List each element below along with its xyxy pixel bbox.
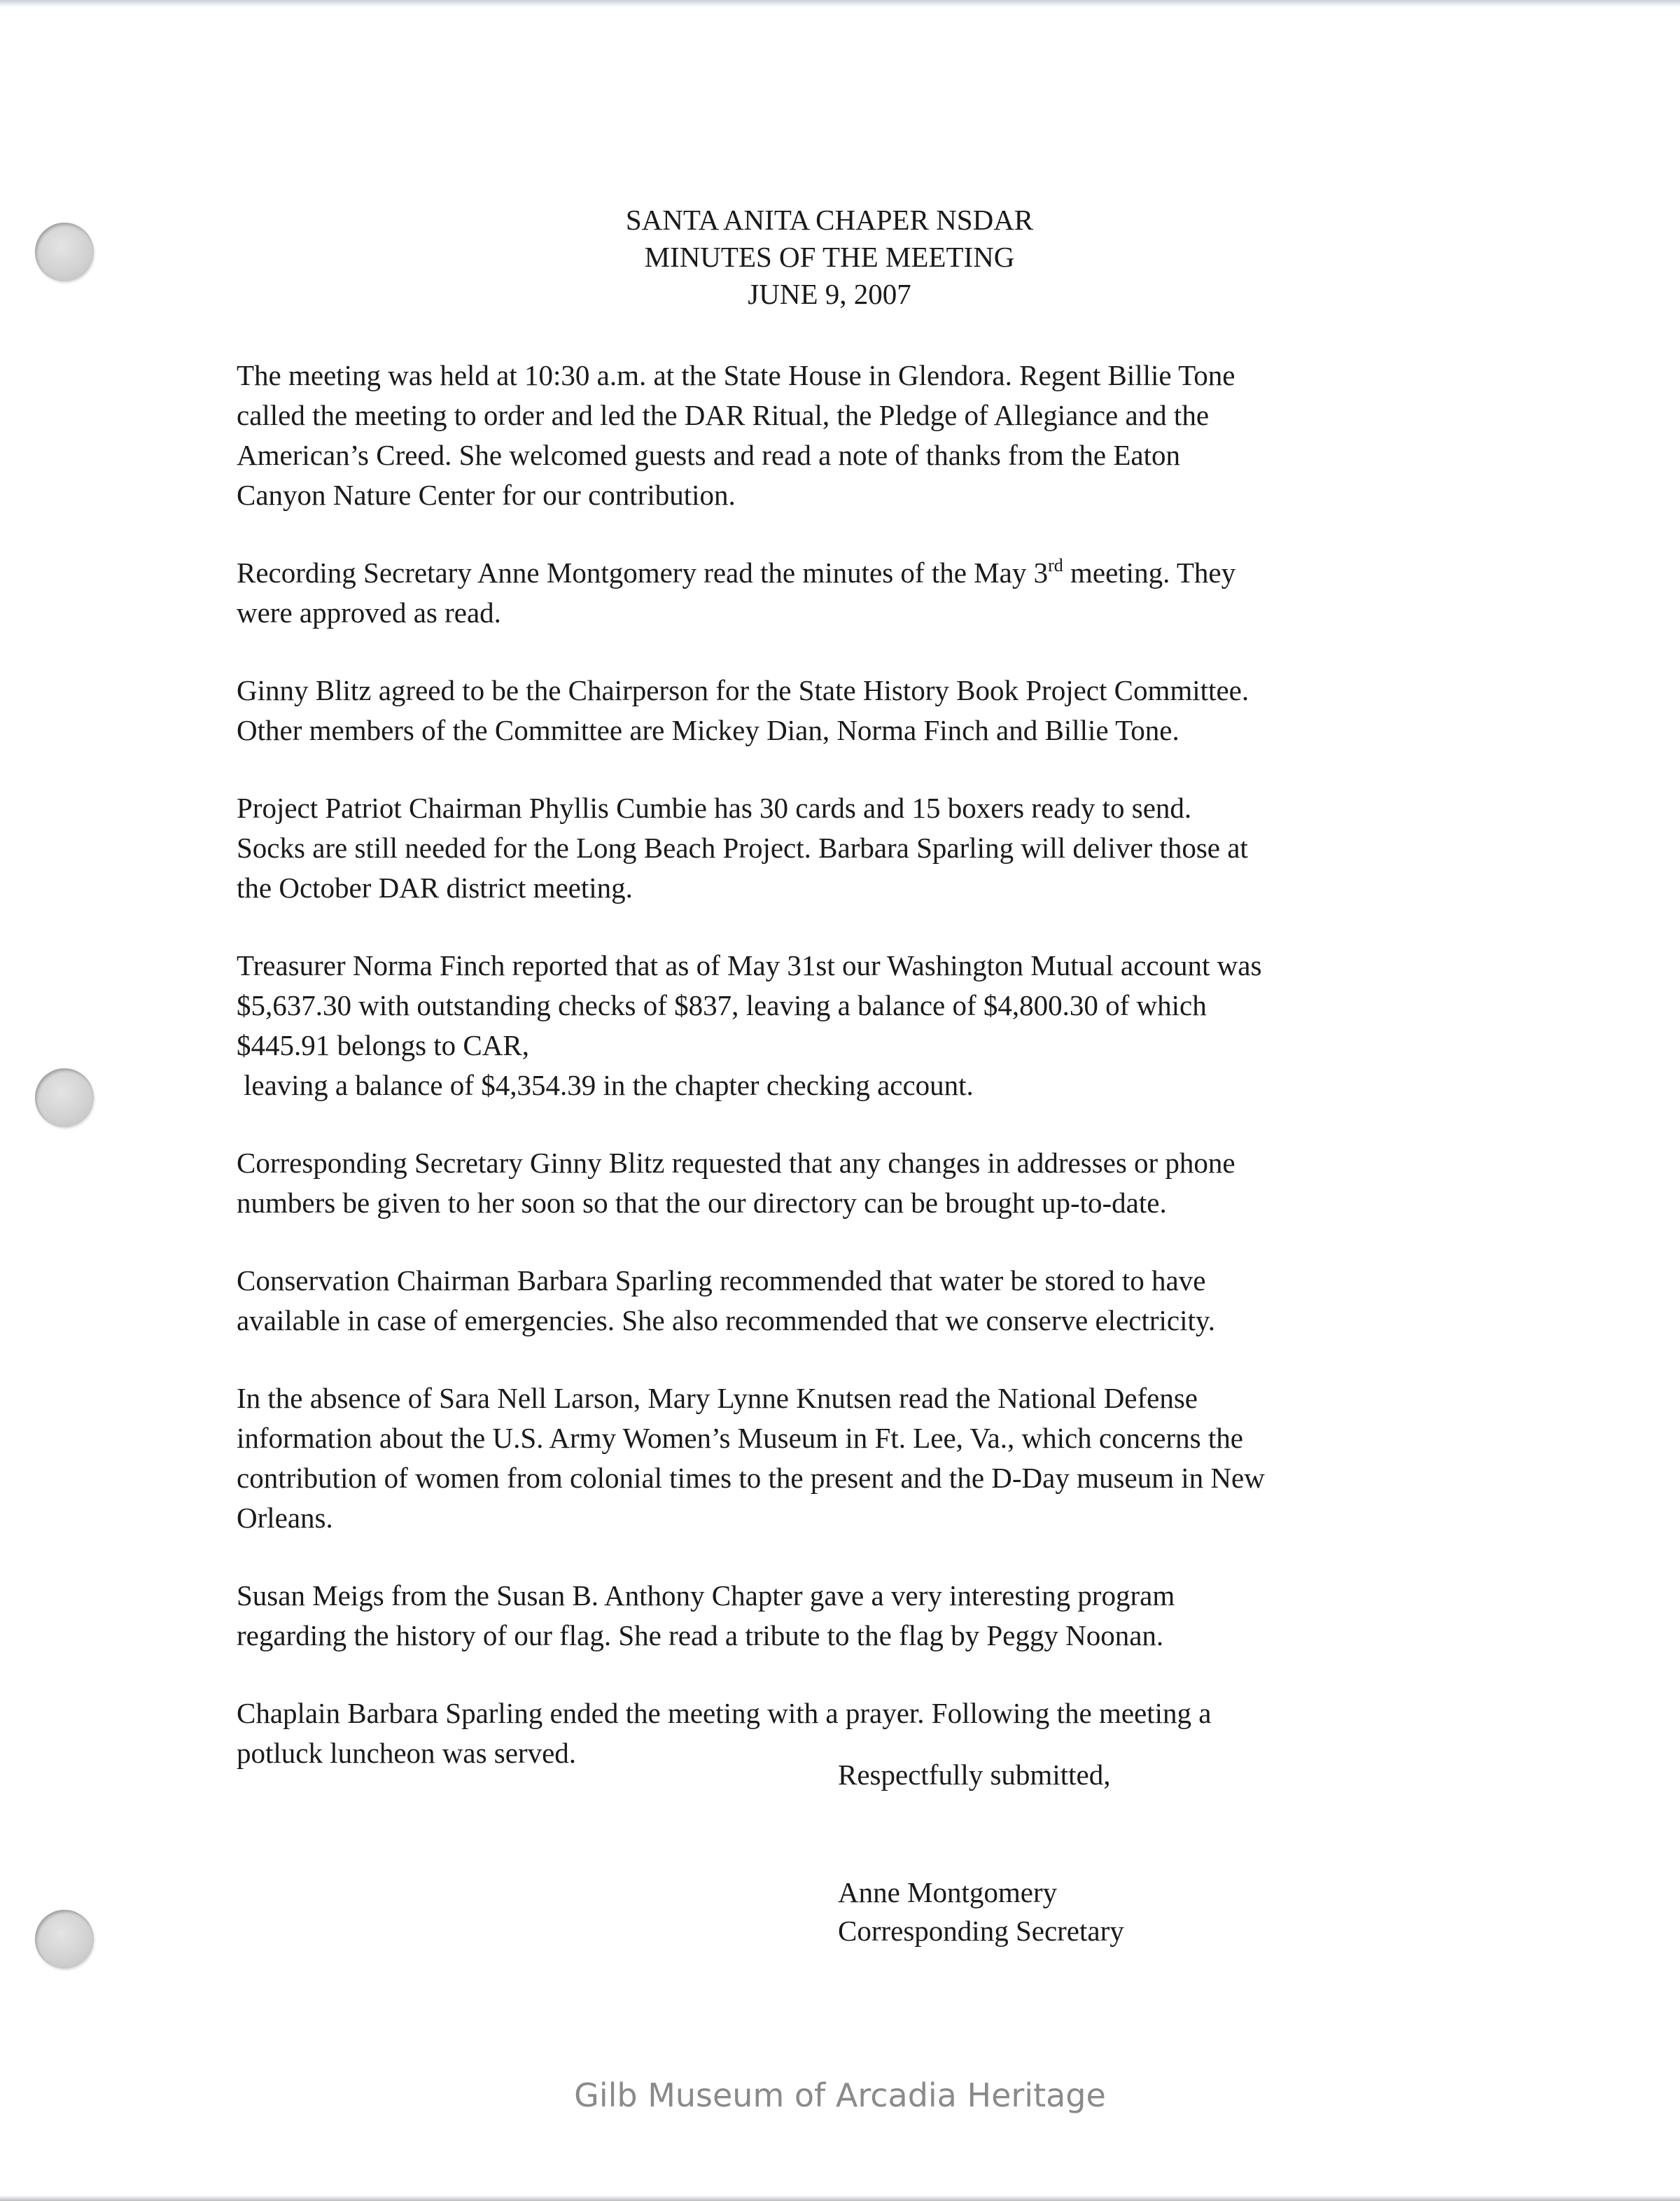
text-line: American’s Creed. She welcomed guests and read a note of thanks from the Eaton [237,439,1181,471]
museum-watermark: Gilb Museum of Arcadia Heritage [574,2076,1106,2114]
meeting-date: JUNE 9, 2007 [748,278,911,310]
text-segment: Recording Secretary Anne Montgomery read the minutes of the May 3 [237,557,1049,589]
text-line: information about the U.S. Army Women’s Museum in Ft. Lee, Va., which concerns the [237,1422,1243,1454]
text-line: leaving a balance of $4,354.39 in the chapter checking account. [244,1069,974,1101]
text-line: $445.91 belongs to CAR, [237,1029,529,1061]
text-line: numbers be given to her soon so that the our directory can be brought up-to-date. [237,1187,1167,1219]
paragraph-opening [237,356,1441,515]
text-segment: meeting. They [1063,557,1236,589]
signer-role: Corresponding Secretary [838,1915,1124,1947]
text-line: Chaplain Barbara Sparling ended the meeting with a prayer. Following the meeting a [237,1697,1212,1729]
paragraph-minutes [237,553,1441,633]
paragraph-national-defense [237,1378,1441,1538]
text-line: Corresponding Secretary Ginny Blitz requested that any changes in addresses or phone [237,1147,1236,1179]
text-line: called the meeting to order and led the DAR Ritual, the Pledge of Allegiance and the [237,399,1210,431]
paragraph-corresponding [237,1143,1441,1223]
paragraph-history-book [237,671,1441,750]
text-line: potluck luncheon was served. [237,1737,577,1769]
text-line [237,553,1441,593]
text-line: available in case of emergencies. She also recommended that we conserve electricity. [237,1304,1215,1336]
punch-hole-middle [35,1068,94,1127]
paragraph-conservation [237,1261,1441,1341]
text-line: were approved as read. [237,596,501,629]
page-top-edge [0,0,1680,7]
paragraph-treasurer [237,946,1441,1105]
text-line: Conservation Chairman Barbara Sparling recommended that water be stored to have [237,1264,1206,1297]
punch-hole-bottom [35,1910,94,1969]
text-line: regarding the history of our flag. She read a tribute to the flag by Peggy Noonan. [237,1619,1164,1651]
document-header [0,202,1659,313]
signature-block [838,1873,1124,1950]
paragraph-program [237,1576,1441,1656]
page-bottom-edge [0,2195,1680,2201]
text-line: Treasurer Norma Finch reported that as of May 31st our Washington Mutual account was [237,949,1262,981]
text-line: contribution of women from colonial times to the present and the D-Day museum in New [237,1462,1265,1494]
signer-name: Anne Montgomery [838,1876,1058,1908]
text-line: Socks are still needed for the Long Beach Project. Barbara Sparling will deliver those at [237,832,1248,864]
text-line: Orleans. [237,1502,333,1534]
text-line: $5,637.30 with outstanding checks of $837, leaving a balance of $4,800.30 of which [237,989,1207,1021]
document-title: MINUTES OF THE MEETING [644,241,1015,273]
text-line: Ginny Blitz agreed to be the Chairperson for the State History Book Project Committee. [237,674,1250,706]
text-line: The meeting was held at 10:30 a.m. at the State House in Glendora. Regent Billie Tone [237,359,1236,391]
text-line: Susan Meigs from the Susan B. Anthony Chapter gave a very interesting program [237,1579,1175,1612]
organization-name: SANTA ANITA CHAPER NSDAR [625,204,1034,236]
closing-salutation: Respectfully submitted, [838,1759,1111,1791]
ordinal-suffix: rd [1048,555,1063,575]
text-line: Other members of the Committee are Mickey Dian, Norma Finch and Billie Tone. [237,714,1180,746]
minutes-body [237,356,1441,1811]
text-line: Project Patriot Chairman Phyllis Cumbie has 30 cards and 15 boxers ready to send. [237,792,1192,824]
text-line: the October DAR district meeting. [237,872,633,904]
text-line: In the absence of Sara Nell Larson, Mary Lynne Knutsen read the National Defense [237,1382,1198,1414]
paragraph-project-patriot [237,788,1441,908]
text-line: Canyon Nature Center for our contribution. [237,479,736,511]
